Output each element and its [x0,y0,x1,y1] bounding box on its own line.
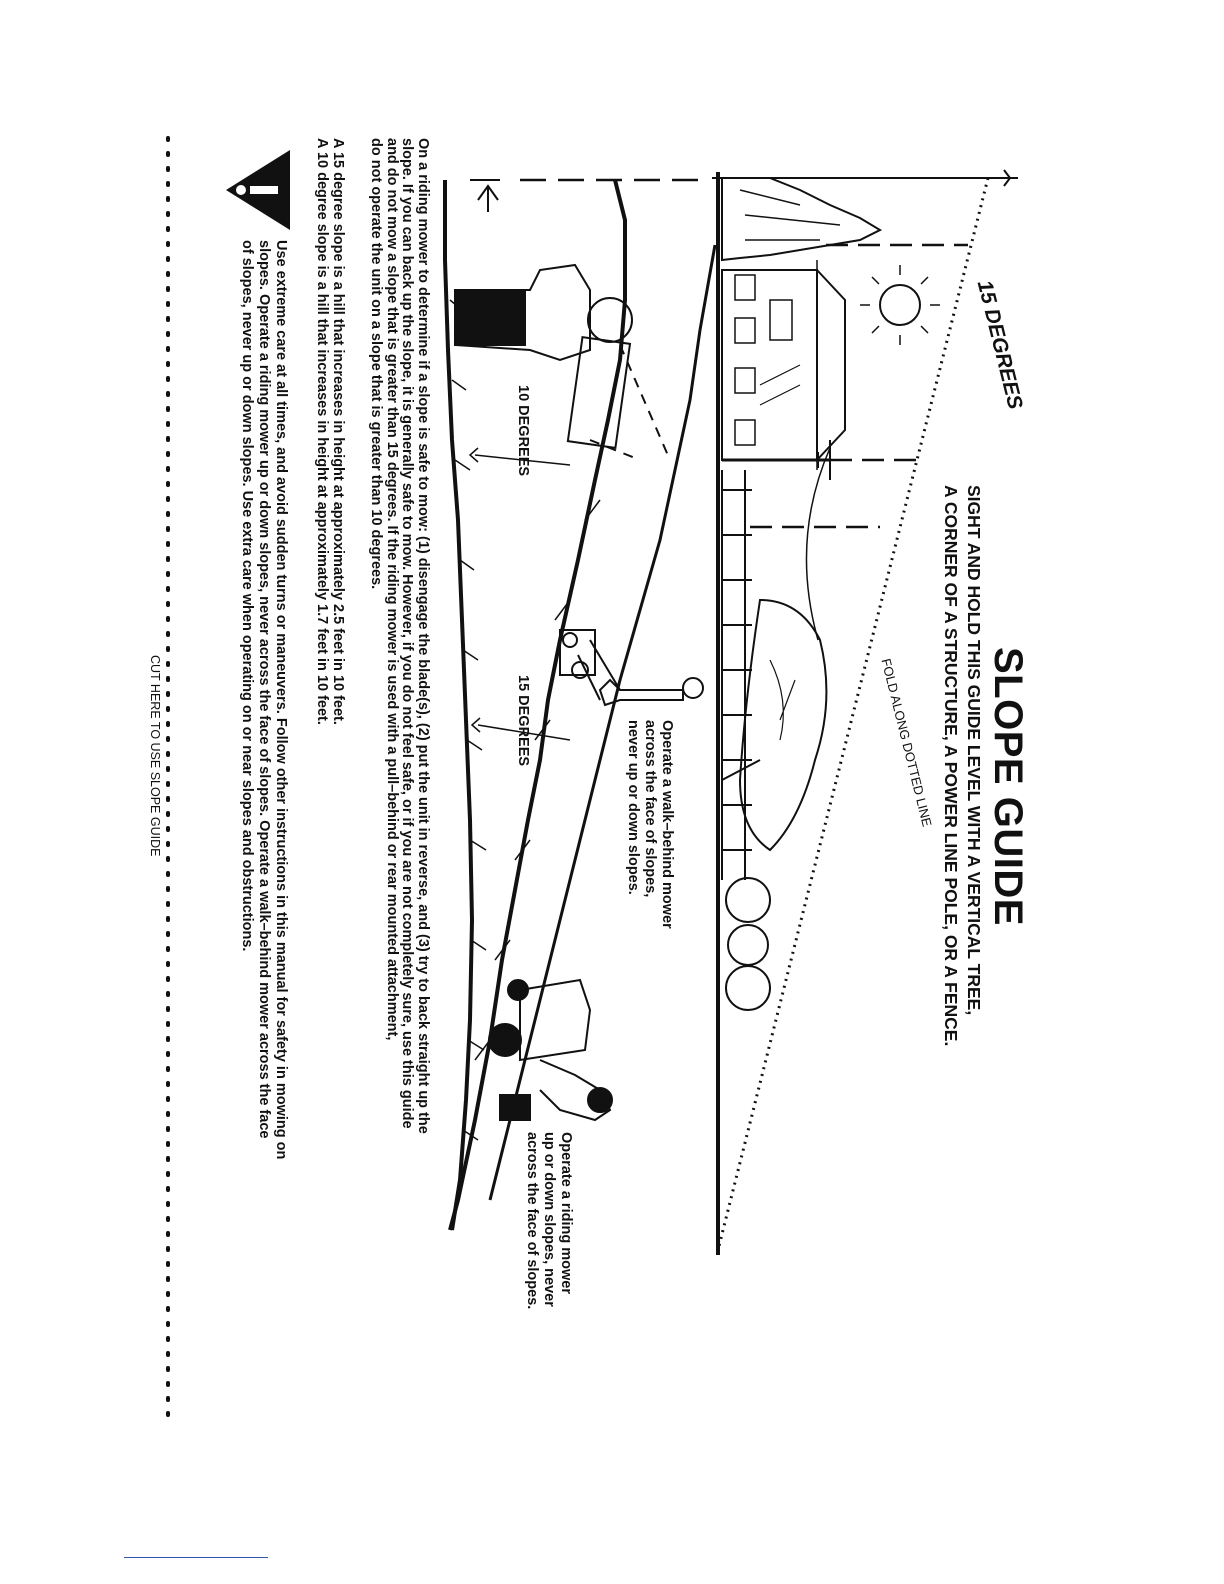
fifteen-degrees-label: 15 DEGREES [515,675,531,767]
power-pole-icon [722,440,830,640]
riding-line-3: across the face of slopes. [524,1132,540,1310]
person-sighting-icon [455,265,670,460]
paragraph-line-3: and do not mow a slope that is greater than 15 degrees. If the riding mower is used with a pull–behind or rear mounted attachment, [384,138,400,1041]
slope-facts [314,138,345,725]
cut-line-label: CUT HERE TO USE SLOPE GUIDE [148,655,162,857]
subtitle-line-2: A CORNER OF A STRUCTURE, A POWER LINE POLE, OR A FENCE. [941,485,961,1047]
fold-instruction: FOLD ALONG DOTTED LINE [878,657,935,829]
paragraph-line-4: do not operate the unit on a slope that is greater than 10 degrees. [368,138,385,590]
walk-behind-note [624,720,675,929]
slope-fact-10: A 10 degree slope is a hill that increases in height at approximately 1.7 feet in 10 feet. [314,138,331,725]
guide-subtitle [939,485,985,1046]
ten-degrees-label: 10 DEGREES [515,385,531,477]
walk-behind-line-1: Operate a walk–behind mower [659,720,675,929]
warning-line-3: of slopes, never up or down slopes. Use extra care when operating on or near slopes and obstructions. [239,240,255,952]
deciduous-tree-icon [722,600,826,850]
riding-line-2: up or down slopes, never [541,1132,557,1307]
paragraph-line-2: slope. If you can back up the slope, it is generally safe to mow. However, if you do not feel safe, or if you are not completely sure, use this guide [399,138,416,1129]
walk-behind-line-2: across the face of slopes, [642,720,658,898]
fifteen-degrees-heading: 15 DEGREES [972,278,1027,412]
fence-icon [722,470,752,880]
tree-icon [722,178,880,260]
shrub-icon [726,878,770,1010]
subtitle-line-1: SIGHT AND HOLD THIS GUIDE LEVEL WITH A VERTICAL TREE, [964,485,984,1016]
riding-line-1: Operate a riding mower [558,1132,574,1294]
warning-line-1: Use extreme care at all times, and avoid sudden turns or maneuvers. Follow other instructions in this manual for safety in mowing on [273,240,289,1160]
instruction-paragraph [368,138,430,1134]
slope-fact-15: A 15 degree slope is a hill that increases in height at approximately 2.5 feet in 10 feet. [330,138,346,725]
footer-rule [124,1557,268,1558]
warning-line-2: slopes. Operate a riding mower up or down slopes, never across the face of slopes. Operate a walk–behind mower across the face [256,240,272,1139]
house-icon [722,260,845,470]
paragraph-line-1: On a riding mower to determine if a slope is safe to mow: (1) disengage the blade(s), (2) put the unit in reverse, and (3) try to back straight up the [415,138,431,1134]
walk-behind-line-3: never up or down slopes. [625,720,641,895]
riding-mower-note [523,1132,574,1309]
sun-icon [860,265,940,345]
guide-title: SLOPE GUIDE [986,647,1030,926]
warning-text [238,240,289,1159]
warning-triangle-icon [226,150,290,230]
riding-mower-icon [489,980,612,1120]
